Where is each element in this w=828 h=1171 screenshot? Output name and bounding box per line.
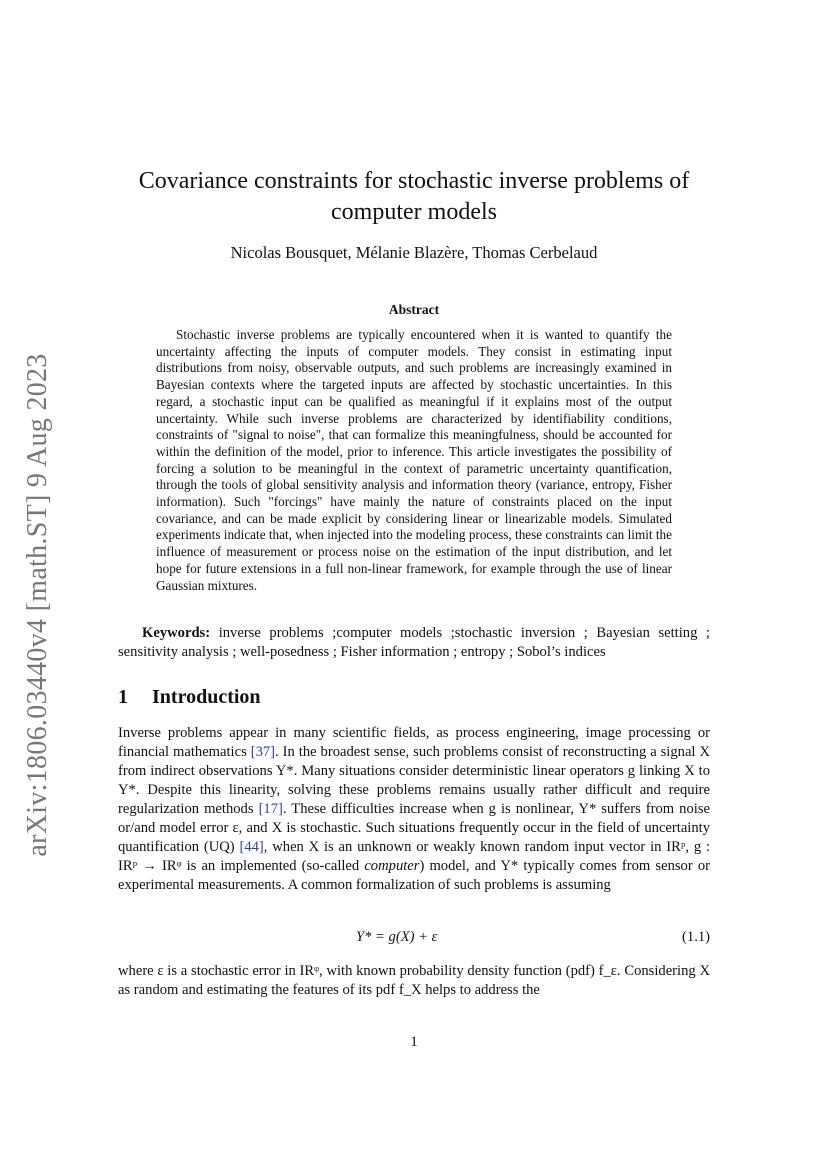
intro-paragraph-1 (118, 724, 710, 895)
intro-text: . These difficulties increase when g is nonlinear, Y* suffers from noise or/and model error ε, and X is stochastic. Such situations frequently occur in the field of uncertainty quantification (UQ) (118, 801, 710, 855)
intro-text: Inverse problems appear in many scientific fields, as process engineering, image processing or financial mathematics (118, 725, 710, 760)
arxiv-side-stamp (18, 350, 58, 860)
section-title: Introduction (152, 686, 261, 708)
intro-text: . In the broadest sense, such problems consist of reconstructing a signal X from indirect observations Y*. Many situations consider deterministic linear operators g linking X to Y*. Despite this linearity, solving these problems remains usually rather difficult and require regularization methods (118, 744, 710, 817)
keywords-paragraph (118, 624, 710, 662)
section-heading (118, 686, 261, 709)
citation-link[interactable]: [44] (239, 839, 264, 855)
equation-number: (1.1) (682, 929, 710, 945)
intro-text: , when X is an unknown or weakly known random input vector in IRᵖ, g : IRᵖ → IRᵠ is an implemented (so-called (118, 839, 710, 874)
keywords-label: Keywords: (142, 625, 211, 641)
section-number: 1 (118, 686, 128, 708)
page-number: 1 (410, 1034, 418, 1050)
citation-link[interactable]: [37] (250, 744, 276, 760)
intro-paragraph-2: where ε is a stochastic error in IRᵠ, with known probability density function (pdf) f_ε. Considering X as random and estimating the features of its pdf f_X helps to address the (118, 963, 710, 998)
intro-text: ) model, and Y* typically comes from sensor or experimental measurements. A common formalization of such problems is assuming (118, 858, 710, 893)
keywords-text: inverse problems ;computer models ;stochastic inversion ; Bayesian setting ; sensitivity analysis ; well-posedness ; Fisher information ; entropy ; Sobol’s indices (118, 625, 710, 660)
paper-title: Covariance constraints for stochastic inverse problems of computer models (138, 168, 690, 225)
arxiv-identifier: arXiv:1806.03440v4 [math.ST] 9 Aug 2023 (22, 353, 53, 857)
citation-link[interactable]: [17] (258, 801, 283, 817)
equation-expression: Y* = g(X) + ε (356, 929, 438, 945)
author-list: Nicolas Bousquet, Mélanie Blazère, Thomas Cerbelaud (230, 243, 598, 262)
emphasis-computer: computer (364, 858, 420, 874)
abstract-text: Stochastic inverse problems are typically encountered when it is wanted to quantify the uncertainty affecting the inputs of computer models. They consist in estimating input distributions from noisy, observable outputs, and such problems are increasingly examined in Bayesian contexts where the targeted inputs are affected by stochastic uncertainties. In this regard, a stochastic input can be qualified as meaningful if it explains most of the output uncertainty. While such inverse problems are characterized by identifiability conditions, constraints of "signal to noise", that can formalize this meaningfulness, should be accounted for within the definition of the model, prior to inference. This article investigates the possibility of forcing a solution to be meaningful in the context of parametric uncertainty quantification, through the tools of global sensitivity analysis and information theory (variance, entropy, Fisher information). Such "forcings" have mainly the nature of constraints placed on the input covariance, and can be made explicit by considering linear or linearizable models. Simulated experiments indicate that, when injected into the modeling process, these constraints can limit the influence of measurement or process noise on the estimation of the input distribution, and let hope for future extensions in a full non-linear framework, for example through the use of linear Gaussian mixtures. (156, 327, 672, 593)
abstract-heading: Abstract (388, 302, 440, 317)
